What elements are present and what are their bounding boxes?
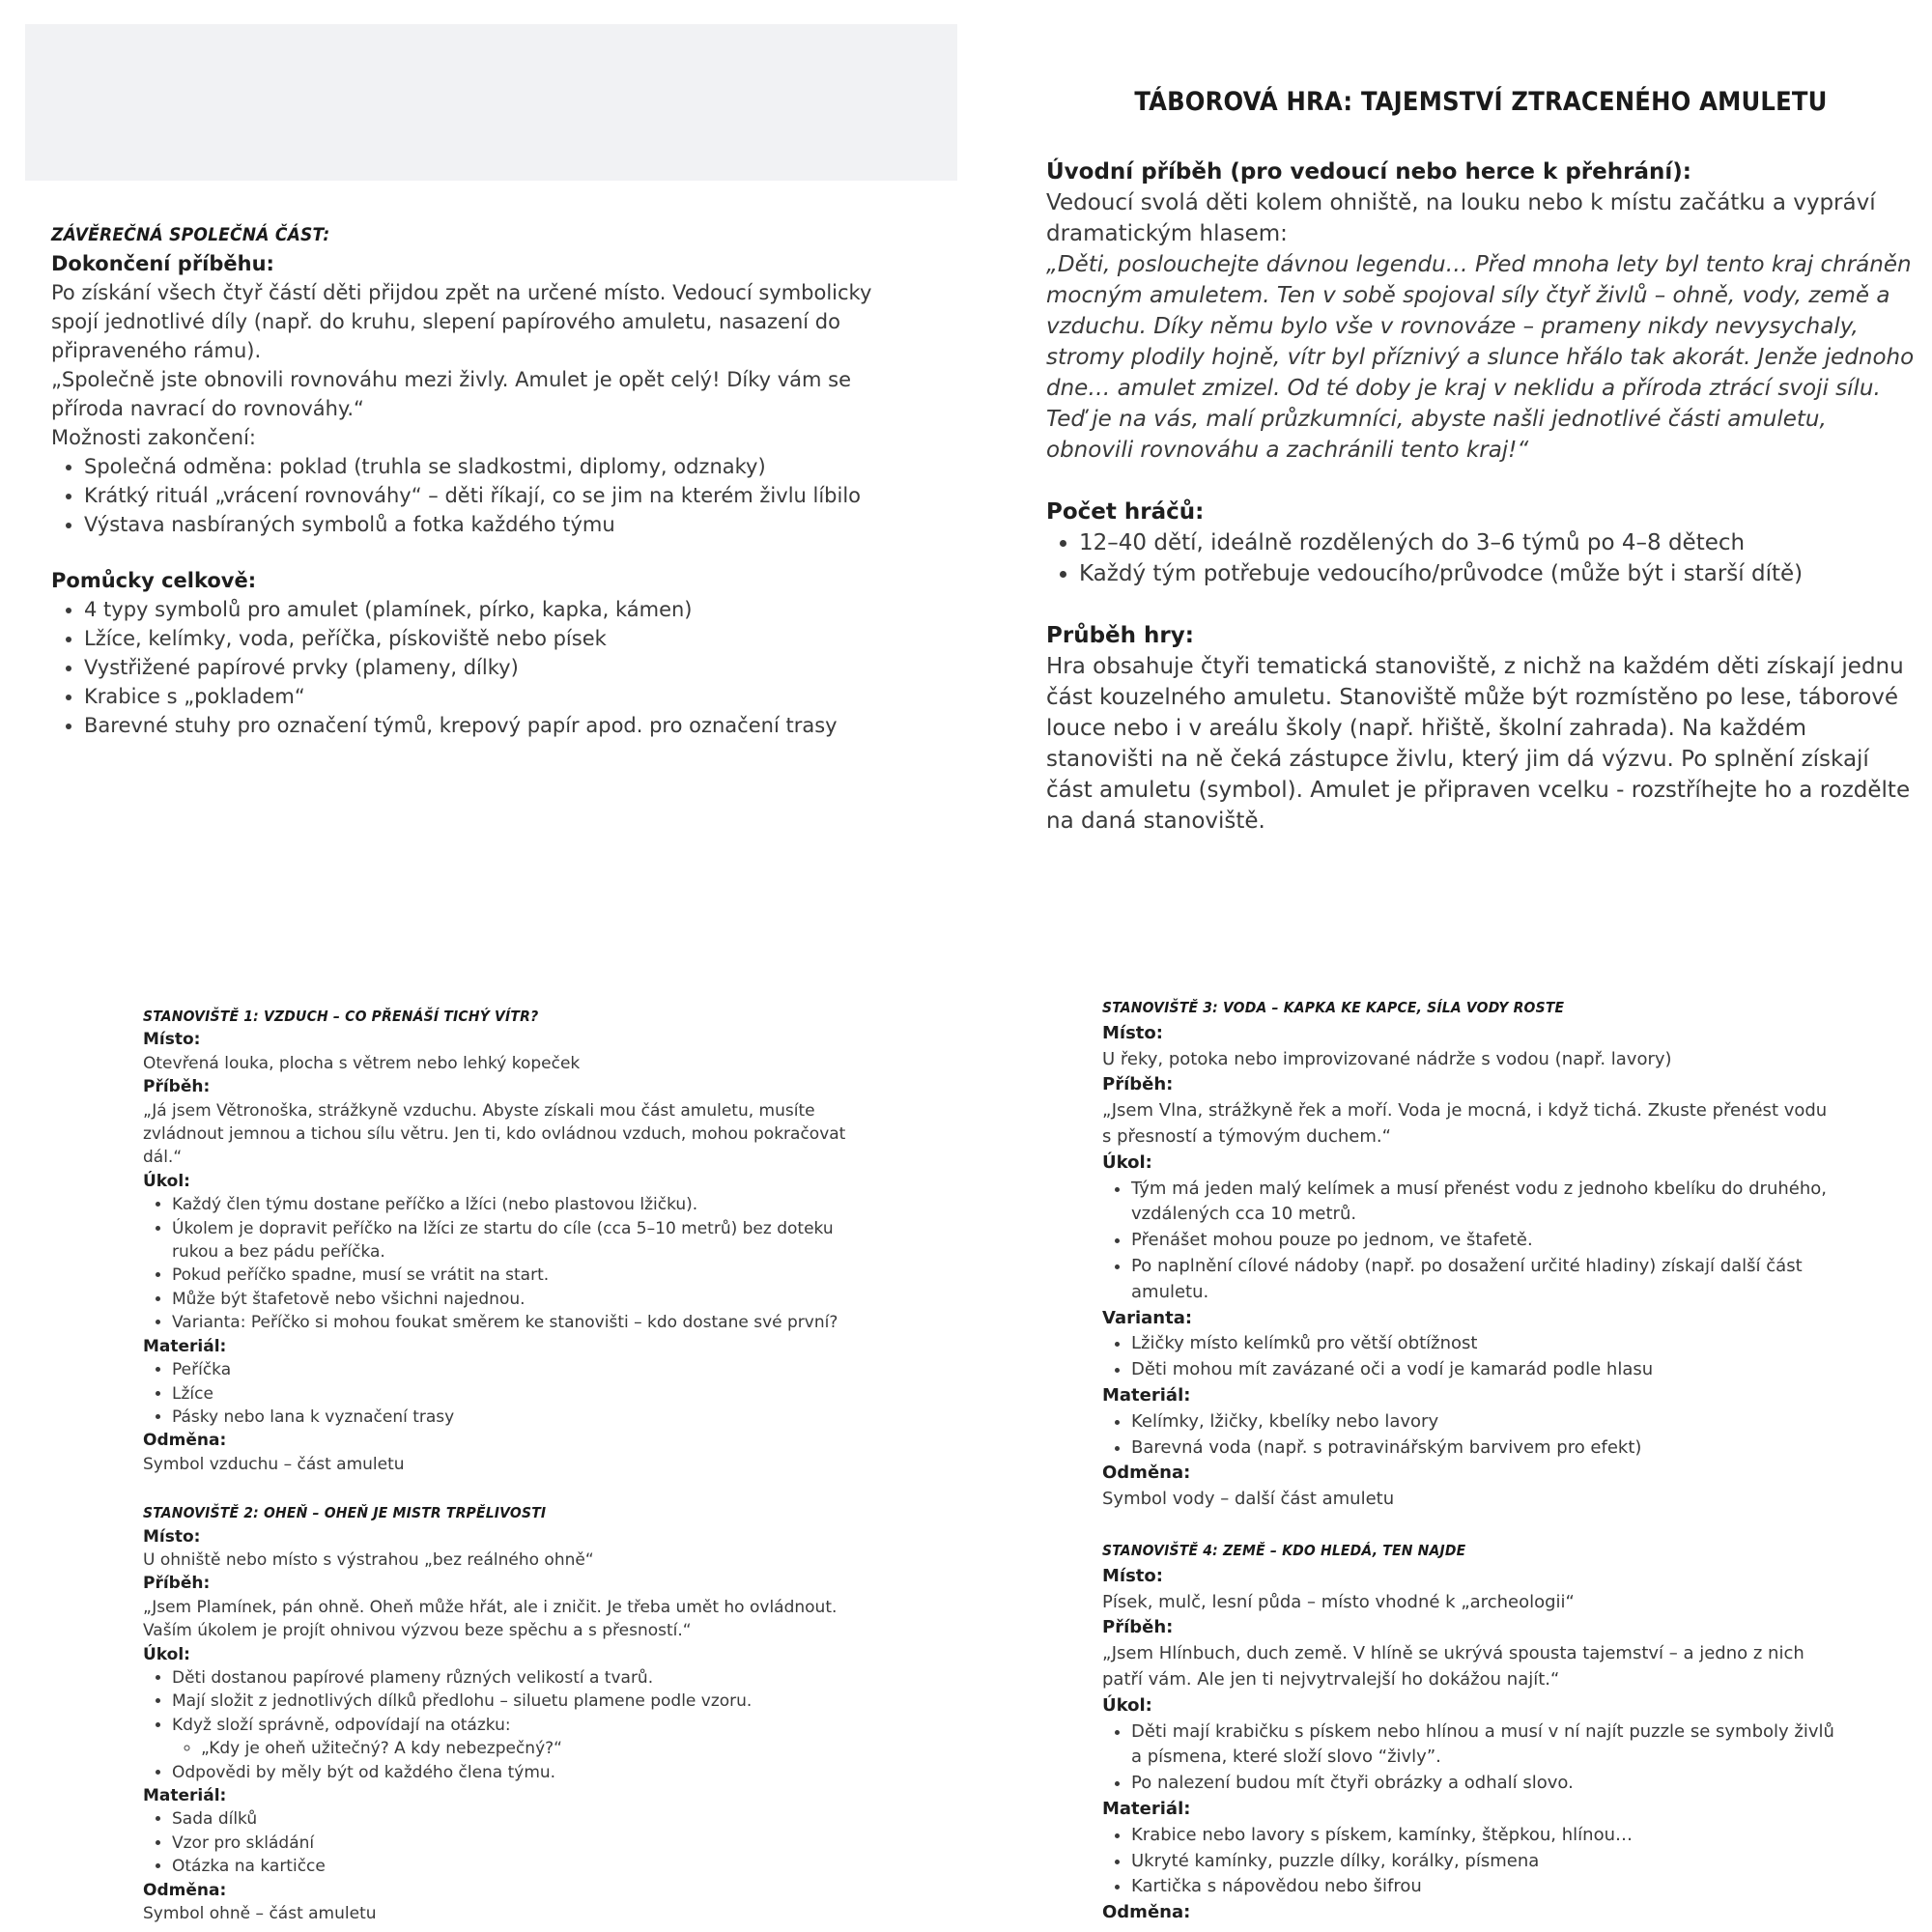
list-item: • Ukryté kamínky, puzzle dílky, korálky, písmena <box>1131 1849 1836 1875</box>
list-item: • Vzor pro skládání <box>172 1832 848 1855</box>
task-list <box>1102 1177 1836 1306</box>
intro-text: Vedoucí svolá děti kolem ohniště, na louku nebo k místu začátku a vypráví dramatickým hlasem: <box>1046 190 1876 246</box>
list-item: • Krátký rituál „vrácení rovnováhy“ – děti říkají, co se jim na kterém živlu líbilo <box>84 481 901 510</box>
list-item: • Lžíce <box>172 1382 848 1406</box>
options-label: Možnosti zakončení: <box>51 426 256 449</box>
list-item: • Děti mají krabičku s pískem nebo hlínou a musí v ní najít puzzle se symboly živlů a písmena, které složí slovo “živly”. <box>1131 1719 1836 1772</box>
list-item: • Společná odměna: poklad (truhla se sladkostmi, diplomy, odznaky) <box>84 452 901 481</box>
story-text: „Jsem Hlínbuch, duch země. V hlíně se ukrývá spousta tajemství – a jedno z nich patří vám. Ale jen ti nejvytrvalejší ho dokážou najít.“ <box>1102 1643 1804 1690</box>
station-2-heading: STANOVIŠTĚ 2: OHEŇ – OHEŇ JE MISTR TRPĚLIVOSTI <box>143 1504 547 1522</box>
stations-right <box>1102 995 1836 1926</box>
tools-list <box>51 595 901 740</box>
place-text: U řeky, potoka nebo improvizované nádrže s vodou (např. lavory) <box>1102 1048 1672 1069</box>
list-item: • Přenášet mohou pouze po jednom, ve štafetě. <box>1131 1228 1836 1254</box>
tools-label: Pomůcky celkově: <box>51 569 257 592</box>
material-list <box>143 1807 848 1878</box>
closing-heading: ZÁVĚREČNÁ SPOLEČNÁ ČÁST: <box>51 224 330 245</box>
material-label: Materiál: <box>1102 1384 1191 1406</box>
story-label: Příběh: <box>1102 1074 1174 1095</box>
list-item: • Barevné stuhy pro označení týmů, krepový papír apod. pro označení trasy <box>84 711 901 740</box>
options-list <box>51 452 901 539</box>
list-item: • Kartička s nápovědou nebo šifrou <box>1131 1874 1836 1900</box>
list-item: • Vystřižené papírové prvky (plameny, dílky) <box>84 653 901 682</box>
list-item: • Po naplnění cílové nádoby (např. po dosažení určité hladiny) získají další část amuletu. <box>1131 1254 1836 1306</box>
material-label: Materiál: <box>143 1786 227 1805</box>
list-item: • Děti mohou mít zavázané oči a vodí je kamarád podle hlasu <box>1131 1357 1836 1383</box>
task-list <box>1102 1719 1836 1797</box>
list-item: • Lžíce, kelímky, voda, peříčka, pískoviště nebo písek <box>84 624 901 653</box>
place-label: Místo: <box>143 1030 201 1050</box>
material-list <box>143 1358 848 1429</box>
task-list <box>143 1666 848 1784</box>
reward-label: Odměna: <box>143 1431 227 1451</box>
list-item: • Pokud peříčko spadne, musí se vrátit na start. <box>172 1264 848 1287</box>
story-text: „Jsem Vlna, strážkyně řek a moří. Voda je mocná, i když tichá. Zkuste přenést vodu s přesností a týmovým duchem.“ <box>1102 1100 1828 1147</box>
list-item: • Každý člen týmu dostane peříčko a lžíci (nebo plastovou lžičku). <box>172 1193 848 1216</box>
list-item-text: Když složí správně, odpovídají na otázku: <box>172 1715 511 1735</box>
task-list <box>143 1193 848 1334</box>
list-item: • 4 typy symbolů pro amulet (plamínek, pírko, kapka, kámen) <box>84 595 901 624</box>
list-item: • Úkolem je dopravit peříčko na lžíci ze startu do cíle (cca 5–10 metrů) bez doteku rukou a bez pádu peříčka. <box>172 1217 848 1264</box>
players-list <box>1046 527 1916 589</box>
station-1-heading: STANOVIŠTĚ 1: VZDUCH – CO PŘENÁŠÍ TICHÝ VÍTR? <box>143 1008 539 1025</box>
list-item: • Každý tým potřebuje vedoucího/průvodce (může být i starší dítě) <box>1079 558 1916 589</box>
material-label: Materiál: <box>143 1336 227 1356</box>
list-item: • Odpovědi by měly být od každého člena týmu. <box>172 1761 848 1784</box>
station-4-heading: STANOVIŠTĚ 4: ZEMĚ – KDO HLEDÁ, TEN NAJDE <box>1102 1541 1466 1559</box>
list-item: • Pásky nebo lana k vyznačení trasy <box>172 1406 848 1429</box>
intro-label: Úvodní příběh (pro vedoucí nebo herce k přehrání): <box>1046 159 1691 185</box>
list-item: • Barevná voda (např. s potravinářským barvivem pro efekt) <box>1131 1435 1836 1462</box>
variant-label: Varianta: <box>1102 1307 1193 1328</box>
players-label: Počet hráčů: <box>1046 499 1205 525</box>
sub-list <box>172 1737 848 1760</box>
task-label: Úkol: <box>143 1171 190 1191</box>
list-item: • Krabice nebo lavory s pískem, kamínky, štěpkou, hlínou… <box>1131 1823 1836 1849</box>
page-title: TÁBOROVÁ HRA: TAJEMSTVÍ ZTRACENÉHO AMULETU <box>1134 87 1828 117</box>
task-label: Úkol: <box>143 1644 190 1664</box>
reward-text: Symbol vody – další část amuletu <box>1102 1489 1395 1510</box>
place-text: U ohniště nebo místo s výstrahou „bez reálného ohně“ <box>143 1549 594 1570</box>
intro-quote: „Děti, poslouchejte dávnou legendu… Před mnoha lety byl tento kraj chráněn mocným amuletem. Ten v sobě spojoval síly čtyř živlů – ohně, vody, země a vzduchu. Díky němu bylo vše v rovnováze – prameny nikdy nevysychaly, stromy plodily hojně, vítr byl příznivý a slunce hřálo tak akorát. Jenže jednoho dne… amulet zmizel. Od té doby je kraj v neklidu a příroda ztrácí svoji sílu. Teď je na vás, malí průzkumníci, abyste našli jednotlivé části amuletu, obnovili rovnováhu a zachránili tento kraj!“ <box>1046 252 1915 463</box>
list-item <box>172 1714 848 1761</box>
list-item: • Otázka na kartičce <box>172 1855 848 1878</box>
task-label: Úkol: <box>1102 1694 1152 1716</box>
station-3-heading: STANOVIŠTĚ 3: VODA – KAPKA KE KAPCE, SÍLA VODY ROSTE <box>1102 999 1565 1016</box>
list-item: ◦ „Kdy je oheň užitečný? A kdy nebezpečný?“ <box>201 1737 848 1760</box>
list-item: • Výstava nasbíraných symbolů a fotka každého týmu <box>84 510 901 539</box>
stations-left <box>143 1005 848 1925</box>
intro-section <box>1046 87 1916 837</box>
story-text: „Já jsem Větronoška, strážkyně vzduchu. Abyste získali mou část amuletu, musíte zvládnout jemnou a tichou sílu větru. Jen ti, kdo ovládnou vzduch, mohou pokračovat dál.“ <box>143 1100 846 1168</box>
place-label: Místo: <box>1102 1022 1163 1043</box>
closing-section <box>51 220 901 740</box>
reward-label: Odměna: <box>1102 1463 1191 1484</box>
list-item: • Mají složit z jednotlivých dílků předlohu – siluetu plamene podle vzoru. <box>172 1690 848 1713</box>
variant-list <box>1102 1331 1836 1383</box>
course-text: Hra obsahuje čtyři tematická stanoviště, z nichž na každém děti získají jednu část kouzelného amuletu. Stanoviště může být rozmístěno po lese, táborové louce nebo i v areálu školy (např. hřiště, školní zahrada). Na každém stanovišti na ně čeká zástupce živlu, který jim dá výzvu. Po splnění získají část amuletu (symbol). Amulet je připraven vcelku - rozstříhejte ho a rozdělte na daná stanoviště. <box>1046 654 1911 834</box>
list-item: • Varianta: Peříčko si mohou foukat směrem ke stanovišti – kdo dostane své první? <box>172 1311 848 1334</box>
reward-label: Odměna: <box>143 1880 227 1900</box>
story-text: „Jsem Plamínek, pán ohně. Oheň může hřát, ale i zničit. Je třeba umět ho ovládnout. Vaším úkolem je projít ohnivou výzvou beze spěchu a s přesností.“ <box>143 1597 838 1641</box>
list-item: • Tým má jeden malý kelímek a musí přenést vodu z jednoho kbelíku do druhého, vzdálených cca 10 metrů. <box>1131 1177 1836 1229</box>
list-item: • 12–40 dětí, ideálně rozdělených do 3–6 týmů po 4–8 dětech <box>1079 527 1916 558</box>
course-label: Průběh hry: <box>1046 623 1194 648</box>
story-label: Příběh: <box>143 1077 211 1097</box>
material-label: Materiál: <box>1102 1798 1191 1819</box>
place-text: Otevřená louka, plocha s větrem nebo lehký kopeček <box>143 1053 581 1073</box>
story-end-quote: „Společně jste obnovili rovnováhu mezi živly. Amulet je opět celý! Díky vám se příroda navrací do rovnováhy.“ <box>51 368 852 420</box>
reward-text: Symbol ohně – část amuletu <box>143 1904 377 1924</box>
list-item: • Děti dostanou papírové plameny různých velikostí a tvarů. <box>172 1666 848 1690</box>
list-item: • Lžičky místo kelímků pro větší obtížnost <box>1131 1331 1836 1357</box>
place-label: Místo: <box>143 1526 201 1547</box>
list-item: • Po nalezení budou mít čtyři obrázky a odhalí slovo. <box>1131 1771 1836 1797</box>
story-end-label: Dokončení příběhu: <box>51 252 274 275</box>
list-item: • Sada dílků <box>172 1807 848 1831</box>
story-end-text: Po získání všech čtyř částí děti přijdou zpět na určené místo. Vedoucí symbolicky spojí jednotlivé díly (např. do kruhu, slepení papírového amuletu, nasazení do připraveného rámu). <box>51 281 872 362</box>
place-label: Místo: <box>1102 1565 1163 1586</box>
material-list <box>1102 1823 1836 1900</box>
reward-label: Odměna: <box>1102 1902 1191 1923</box>
place-text: Písek, mulč, lesní půda – místo vhodné k „archeologii“ <box>1102 1591 1575 1612</box>
story-label: Příběh: <box>1102 1617 1174 1638</box>
list-item: • Krabice s „pokladem“ <box>84 682 901 711</box>
story-label: Příběh: <box>143 1574 211 1594</box>
header-placeholder-bar <box>25 24 957 181</box>
task-label: Úkol: <box>1102 1151 1152 1173</box>
list-item: • Kelímky, lžičky, kbelíky nebo lavory <box>1131 1409 1836 1435</box>
reward-text: Symbol vzduchu – část amuletu <box>143 1454 405 1474</box>
list-item: • Peříčka <box>172 1358 848 1381</box>
list-item: • Může být štafetově nebo všichni najednou. <box>172 1288 848 1311</box>
material-list <box>1102 1409 1836 1462</box>
